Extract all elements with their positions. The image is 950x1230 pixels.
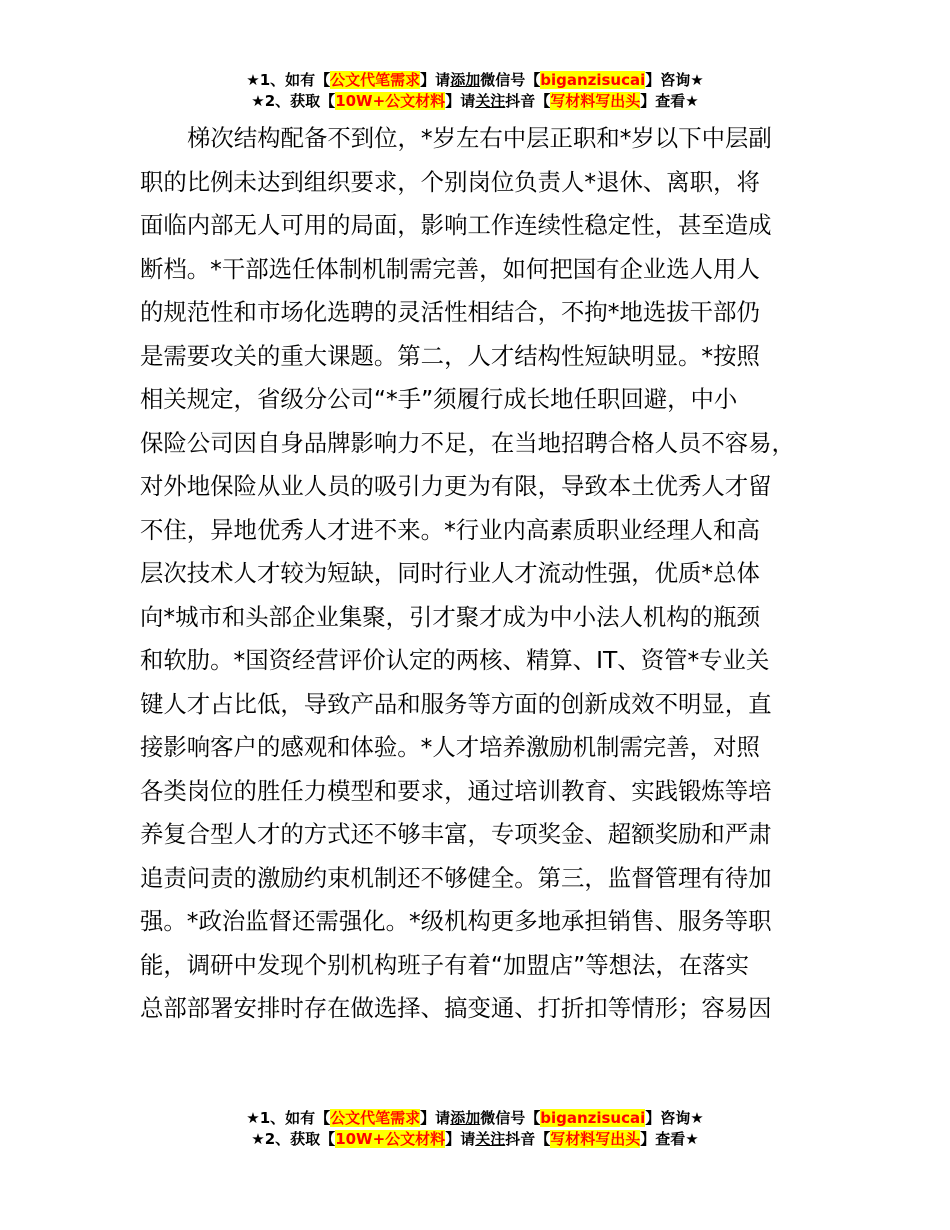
- notice-line-1-suffix: 】咨询★: [645, 1109, 704, 1127]
- notice-materials-highlight: 10W+公文材料: [335, 1130, 446, 1148]
- body-line: 强。*政治监督还需强化。*级机构更多地承担销售、服务等职: [140, 907, 772, 935]
- notice-line-1-mid2: 微信号【: [480, 1109, 541, 1127]
- notice-materials-highlight: 10W+公文材料: [335, 92, 446, 110]
- body-line: 对外地保险从业人员的吸引力更为有限，导致本土优秀人才留: [140, 472, 772, 500]
- body-line: 能，调研中发现个别机构班子有着“加盟店”等想法，在落实: [140, 950, 749, 979]
- body-line: 面临内部无人可用的局面，影响工作连续性稳定性，甚至造成: [140, 211, 772, 239]
- notice-wechat-id: biganzisucai: [540, 71, 646, 89]
- notice-line-1-prefix: ★1、如有【: [246, 71, 331, 89]
- body-line: 层次技术人才较为短缺，同时行业人才流动性强，优质*总体: [140, 559, 760, 587]
- notice-line-1: [0, 70, 950, 91]
- notice-douyin-id: 写材料写出头: [550, 1130, 641, 1148]
- body-line: 是需要攻关的重大课题。第二，人才结构性短缺明显。*按照: [140, 341, 760, 370]
- body-line: 职的比例未达到组织要求，个别岗位负责人*退休、离职，将: [140, 167, 760, 196]
- notice-follow-emphasis: 关注: [475, 1130, 506, 1148]
- body-line: 各类岗位的胜任力模型和要求，通过培训教育、实践锻炼等培: [140, 776, 772, 805]
- document-body: [140, 117, 840, 1031]
- notice-add-emphasis: 添加: [450, 71, 481, 89]
- notice-douyin-id: 写材料写出头: [550, 92, 641, 110]
- body-line: 总部部署安排时存在做选择、搞变通、打折扣等情形；容易因: [140, 994, 772, 1022]
- notice-line-2: [0, 1129, 950, 1150]
- body-line: 相关规定，省级分公司“*手”须履行成长地任职回避，中小: [140, 385, 738, 413]
- notice-line-2-prefix: ★2、获取【: [251, 92, 336, 110]
- body-line: 追责问责的激励约束机制还不够健全。第三，监督管理有待加: [140, 863, 772, 892]
- footer-notice: [0, 1108, 950, 1150]
- notice-line-1-mid: 】请: [420, 71, 451, 89]
- notice-line-2-mid: 】请: [445, 1130, 476, 1148]
- notice-add-emphasis: 添加: [450, 1109, 481, 1127]
- notice-line-2: [0, 91, 950, 112]
- notice-service-highlight: 公文代笔需求: [330, 1109, 421, 1127]
- notice-wechat-id: biganzisucai: [540, 1109, 646, 1127]
- notice-line-2-prefix: ★2、获取【: [251, 1130, 336, 1148]
- body-line: 和软肋。*国资经营评价认定的两核、精算、IT、资管*专业关: [140, 646, 770, 674]
- notice-follow-emphasis: 关注: [475, 92, 506, 110]
- body-line: 养复合型人才的方式还不够丰富，专项奖金、超额奖励和严肃: [140, 820, 772, 848]
- notice-line-2-mid2: 抖音【: [505, 92, 551, 110]
- notice-line-2-suffix: 】查看★: [640, 1130, 699, 1148]
- body-line: 向*城市和头部企业集聚，引才聚才成为中小法人机构的瓶颈: [140, 602, 760, 631]
- body-line: 梯次结构配备不到位，*岁左右中层正职和*岁以下中层副: [187, 124, 772, 152]
- body-line: 保险公司因自身品牌影响力不足，在当地招聘合格人员不容易，: [140, 428, 795, 457]
- notice-line-1-mid2: 微信号【: [480, 71, 541, 89]
- notice-service-highlight: 公文代笔需求: [330, 71, 421, 89]
- notice-line-1-prefix: ★1、如有【: [246, 1109, 331, 1127]
- notice-line-1: [0, 1108, 950, 1129]
- notice-line-1-mid: 】请: [420, 1109, 451, 1127]
- notice-line-2-mid2: 抖音【: [505, 1130, 551, 1148]
- notice-line-2-mid: 】请: [445, 92, 476, 110]
- body-line: 接影响客户的感观和体验。*人才培养激励机制需完善，对照: [140, 733, 760, 761]
- body-line: 断档。*干部选任体制机制需完善，如何把国有企业选人用人: [140, 254, 760, 283]
- notice-line-2-suffix: 】查看★: [640, 92, 699, 110]
- body-line: 的规范性和市场化选聘的灵活性相结合，不拘*地选拔干部仍: [140, 298, 760, 326]
- header-notice: [0, 70, 950, 112]
- notice-line-1-suffix: 】咨询★: [645, 71, 704, 89]
- body-line: 键人才占比低，导致产品和服务等方面的创新成效不明显，直: [140, 689, 772, 718]
- body-line: 不住，异地优秀人才进不来。*行业内高素质职业经理人和高: [140, 515, 760, 544]
